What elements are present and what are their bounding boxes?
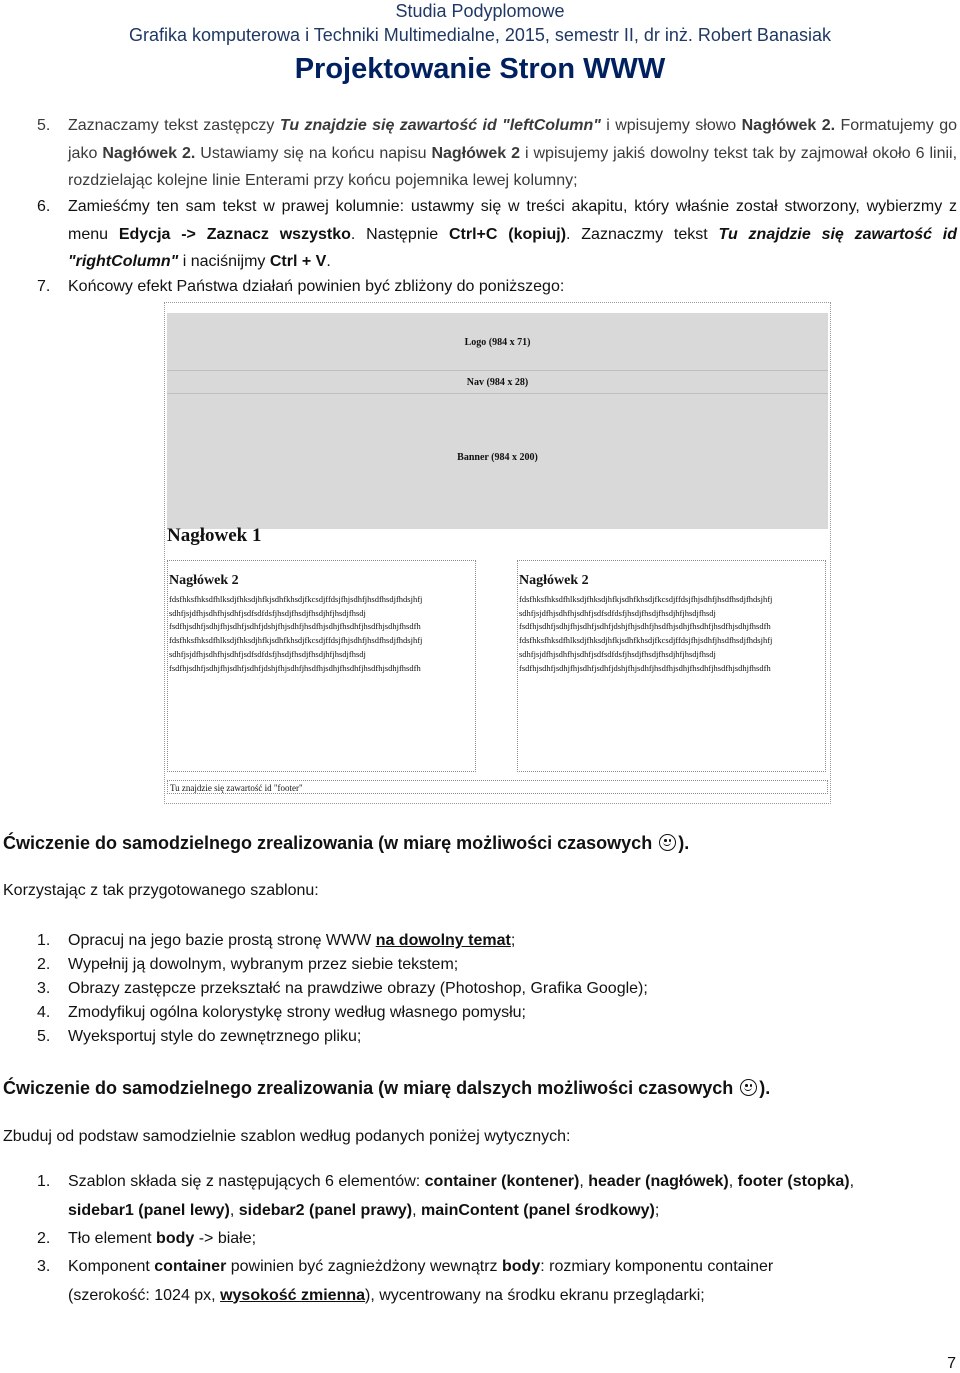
- list-item: 1. Opracuj na jego bazie prostą stronę WWW na dowolny temat;: [37, 932, 516, 949]
- exercise-2-intro: Zbuduj od podstaw samodzielnie szablon według podanych poniżej wytycznych:: [3, 1128, 571, 1145]
- list-item: 2. Tło element body -> białe;: [37, 1230, 257, 1247]
- step-number: 6.: [37, 198, 51, 215]
- list-item: 5. Wyeksportuj style do zewnętrznego pliku;: [37, 1028, 362, 1045]
- preview-text-line: fdsfhksfhksdfhlksdjfhksdjhfkjsdhfkhsdjfkcsdjffdsjfhjsdhfjhsdfhsdjfhdsjhfj: [169, 635, 423, 646]
- preview-text-line: sdhfjsjdfhjsdhfhjsdhfjsdfsdfdsfjhsdjfhsdjfhsdjhfjhsdjfhsdj: [169, 648, 366, 659]
- preview-footer: Tu znajdzie się zawartość id "footer": [167, 780, 828, 794]
- preview-text-line: fsdfhjsdhfjsdhjfhjsdhfjsdhfjdshjfhjsdhfjhsdfhjsdhjfhsdhfjhsdfhjsdhjfhsdfh: [169, 621, 421, 632]
- smiley-icon: [659, 834, 676, 851]
- preview-left-column: [167, 560, 476, 772]
- preview-right-column: [517, 560, 826, 772]
- step-number: 5.: [37, 117, 51, 134]
- header-subtitle: Grafika komputerowa i Techniki Multimedialne, 2015, semestr II, dr inż. Robert Banasiak: [129, 25, 831, 45]
- preview-right-heading: Nagłówek 2: [519, 573, 589, 588]
- preview-text-line: fdsfhksfhksdfhlksdjfhksdjhfkjsdhfkhsdjfkcsdjffdsjfhjsdhfjhsdfhsdjfhdsjhfj: [169, 594, 423, 604]
- list-item: 3. Obrazy zastępcze przekształć na prawdziwe obrazy (Photoshop, Grafika Google);: [37, 980, 648, 997]
- exercise-2-title: Ćwiczenie do samodzielnego zrealizowania (w miarę dalszych możliwości czasowych ).: [3, 1078, 771, 1098]
- preview-nav-block: Nav (984 x 28): [167, 370, 828, 394]
- preview-left-heading: Nagłówek 2: [169, 573, 239, 588]
- preview-banner-block: Banner (984 x 200): [167, 393, 828, 529]
- page-number: 7: [947, 1355, 956, 1372]
- preview-text-line: sdhfjsjdfhjsdhfhjsdhfjsdfsdfdsfjhsdjfhsdjfhsdjhfjhsdjfhsdj: [519, 607, 716, 618]
- list-item: 3. Komponent container powinien być zagnieżdżony wewnątrz body: rozmiary komponentu container (szerokość: 1024 px, wysokość zmienna), wycentrowany na środku ekranu przeglądarki;: [37, 1258, 774, 1304]
- preview-text-line: sdhfjsjdfhjsdhfhjsdhfjsdfsdfdsfjhsdjfhsdjfhsdjhfjhsdjfhsdj: [519, 648, 716, 659]
- preview-text-line: fsdfhjsdhfjsdhjfhjsdhfjsdhfjdshjfhjsdhfjhsdfhjsdhjfhsdhfjhsdfhjsdhjfhsdfh: [519, 662, 771, 673]
- page-title: Projektowanie Stron WWW: [294, 53, 666, 85]
- preview-text-line: fsdfhjsdhfjsdhjfhjsdhfjsdhfjdshjfhjsdhfjhsdfhjsdhjfhsdhfjhsdfhjsdhjfhsdfh: [519, 621, 771, 632]
- list-item: 4. Zmodyfikuj ogólna kolorystykę strony według własnego pomysłu;: [37, 1004, 526, 1021]
- smiley-icon: [740, 1079, 757, 1096]
- preview-text-line: fsdfhjsdhfjsdhjfhjsdhfjsdhfjdshjfhjsdhfjhsdfhjsdhjfhsdhfjhsdfhjsdhjfhsdfh: [169, 662, 421, 673]
- preview-text-line: fdsfhksfhksdfhlksdjfhksdjhfkjsdhfkhsdjfkcsdjffdsjfhjsdhfjhsdfhsdjfhdsjhfj: [519, 635, 773, 646]
- preview-text-line: sdhfjsjdfhjsdhfhjsdhfjsdfsdfdsfjhsdjfhsdjfhsdjhfjhsdjfhsdj: [169, 607, 366, 618]
- step-6: [37, 193, 957, 276]
- step-5: [37, 112, 957, 195]
- preview-text-line: fdsfhksfhksdfhlksdjfhksdjhfkjsdhfkhsdjfkcsdjffdsjfhjsdhfjhsdfhsdjfhdsjhfj: [519, 594, 773, 604]
- step-7: [37, 273, 957, 301]
- exercise-1-intro: Korzystając z tak przygotowanego szablonu:: [3, 882, 319, 899]
- step-text: Zamieśćmy ten sam tekst w prawej kolumnie: ustawmy się w treści akapitu, który właśnie został stworzony, wybierzmy z menu Edycja -> Zaznacz wszystko. Następnie Ctrl+C (kopiuj). Zaznaczmy tekst Tu znajdzie się zawartość id "rightColumn" i naciśnijmy Ctrl + V.: [68, 198, 958, 270]
- layout-preview-image: [165, 303, 830, 803]
- step-number: 7.: [37, 278, 51, 295]
- step-text: Końcowy efekt Państwa działań powinien być zbliżony do poniższego:: [68, 278, 565, 295]
- list-item: 1. Szablon składa się z następujących 6 elementów: container (kontener), header (nagłówek), footer (stopka), sidebar1 (panel lewy), sidebar2 (panel prawy), mainContent (panel środkowy);: [37, 1173, 855, 1219]
- header-course: Studia Podyplomowe: [395, 1, 565, 21]
- preview-logo-block: Logo (984 x 71): [167, 313, 828, 370]
- preview-heading-1: Nagłowek 1: [167, 525, 262, 546]
- list-item: 2. Wypełnij ją dowolnym, wybranym przez siebie tekstem;: [37, 956, 459, 973]
- step-text: Zaznaczamy tekst zastępczy Tu znajdzie się zawartość id "leftColumn" i wpisujemy słowo Nagłówek 2. Formatujemy go jako Nagłówek 2. Ustawiamy się na końcu napisu Nagłówek 2 i wpisujemy jakiś dowolny tekst tak by zajmował około 6 linii, rozdzielając kolejne linie Enterami przy końcu pojemnika lewej kolumny;: [68, 117, 958, 189]
- exercise-1-title: Ćwiczenie do samodzielnego zrealizowania (w miarę możliwości czasowych ).: [3, 833, 690, 853]
